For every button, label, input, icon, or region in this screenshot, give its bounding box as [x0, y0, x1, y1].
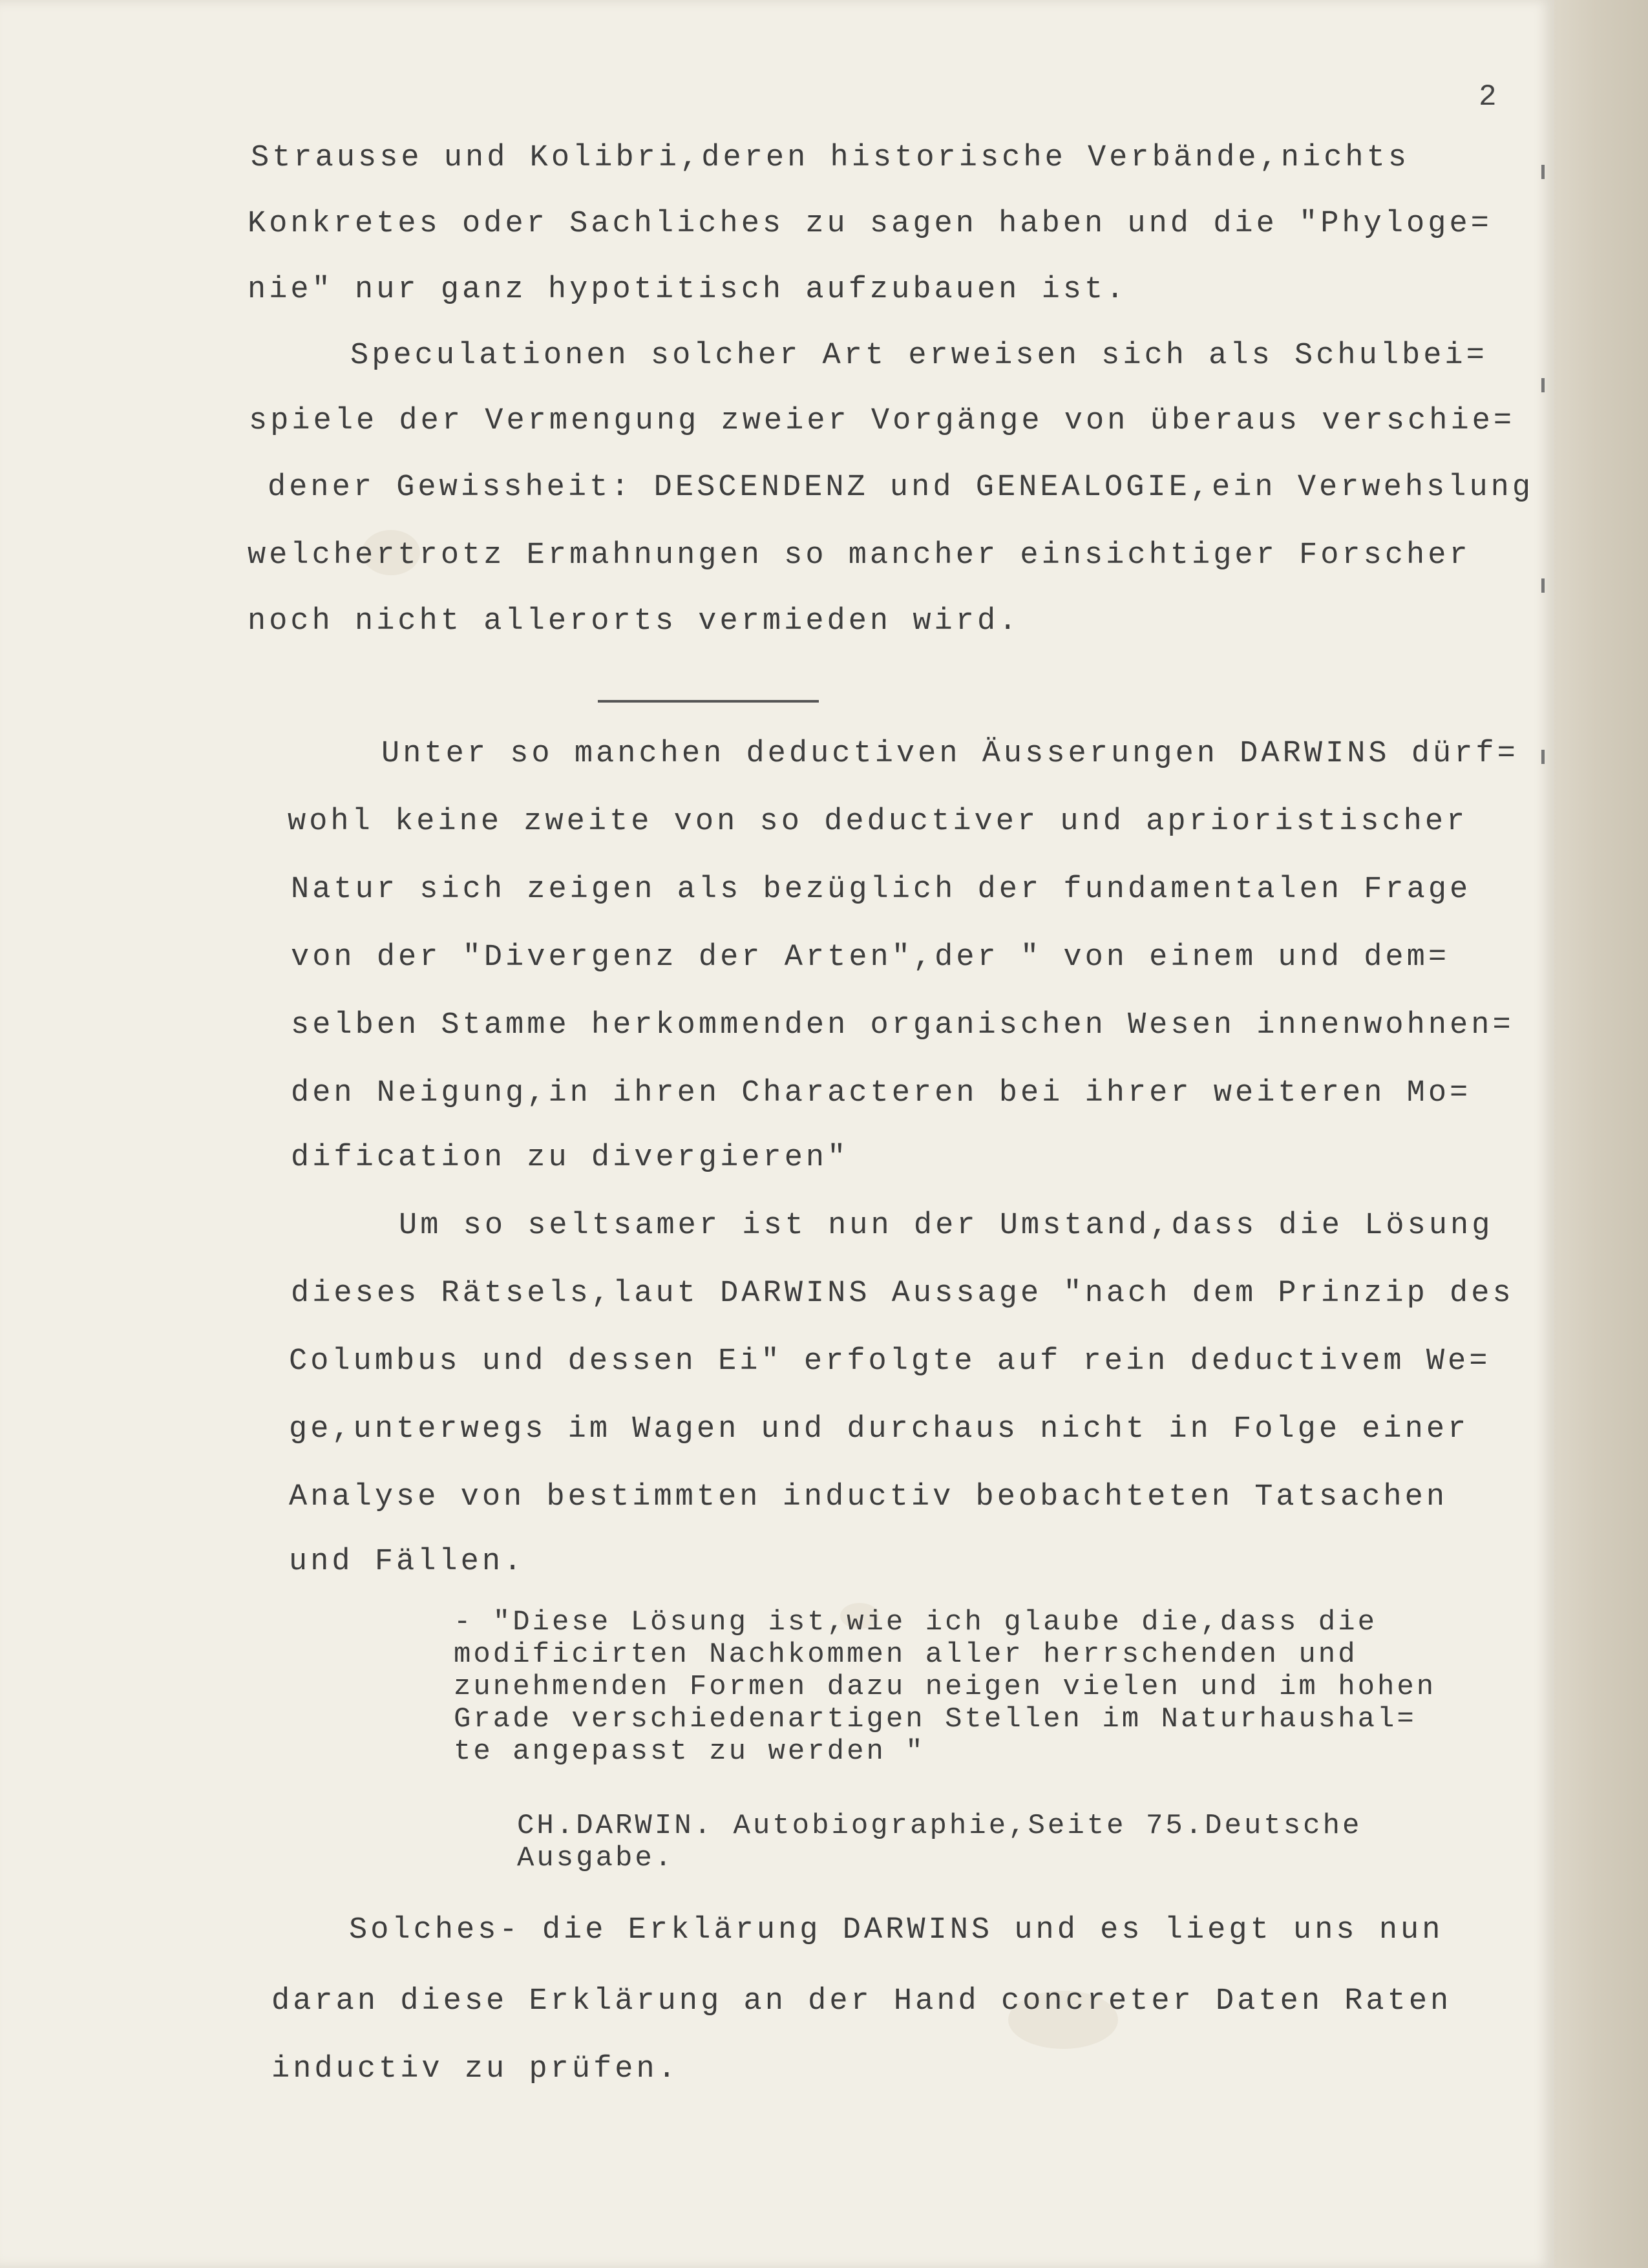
citation-line: Ausgabe. — [517, 1842, 675, 1874]
quote-line: - "Diese Lösung ist,wie ich glaube die,dass die — [454, 1606, 1378, 1638]
text-line: Strausse und Kolibri,deren historische Verbände,nichts — [251, 141, 1410, 175]
page-number: 2 — [1479, 80, 1497, 114]
text-line: spiele der Vermengung zweier Vorgänge von überaus verschie= — [249, 404, 1516, 438]
margin-mark — [1541, 750, 1545, 764]
margin-mark — [1541, 578, 1545, 593]
text-line: daran diese Erklärung an der Hand concreter Daten Raten — [271, 1984, 1452, 2019]
quote-line: Grade verschiedenartigen Stellen im Naturhaushal= — [454, 1703, 1417, 1735]
text-line: und Fällen. — [289, 1545, 525, 1579]
quote-line: modificirten Nachkommen aller herrschenden und — [454, 1638, 1358, 1671]
text-line: Natur sich zeigen als bezüglich der fundamentalen Frage — [291, 873, 1472, 907]
text-line: Columbus und dessen Ei" erfolgte auf rein deductivem We= — [289, 1344, 1491, 1379]
section-divider — [598, 700, 819, 703]
citation-line: CH.DARWIN. Autobiographie,Seite 75.Deutsche — [517, 1810, 1362, 1842]
text-line: dener Gewissheit: DESCENDENZ und GENEALOGIE,ein Verwehslung — [268, 471, 1534, 505]
text-line: den Neigung,in ihren Characteren bei ihrer weiteren Mo= — [291, 1076, 1472, 1110]
text-line: dification zu divergieren" — [291, 1141, 849, 1175]
text-line: inductiv zu prüfen. — [271, 2052, 679, 2086]
text-line: Speculationen solcher Art erweisen sich als Schulbei= — [350, 339, 1488, 373]
text-line: noch nicht allerorts vermieden wird. — [248, 604, 1020, 639]
margin-mark — [1541, 165, 1545, 179]
quote-line: zunehmenden Formen dazu neigen vielen und im hohen — [454, 1671, 1437, 1703]
text-line: selben Stamme herkommenden organischen Wesen innenwohnen= — [291, 1008, 1514, 1043]
margin-mark — [1541, 378, 1545, 392]
text-line: wohl keine zweite von so deductiver und aprioristischer — [288, 805, 1468, 839]
text-line: welchertrotz Ermahnungen so mancher einsichtiger Forscher — [248, 538, 1471, 573]
text-line: Solches- die Erklärung DARWINS und es liegt uns nun — [349, 1913, 1444, 1947]
quote-line: te angepasst zu werden " — [454, 1735, 925, 1768]
text-line: nie" nur ganz hypotitisch aufzubauen ist. — [248, 273, 1128, 307]
text-line: von der "Divergenz der Arten",der " von einem und dem= — [291, 940, 1450, 975]
text-line: Konkretes oder Sachliches zu sagen haben und die "Phyloge= — [248, 207, 1492, 241]
paper-edge — [1554, 0, 1648, 2268]
text-line: Unter so manchen deductiven Äusserungen DARWINS dürf= — [381, 737, 1519, 771]
text-line: ge,unterwegs im Wagen und durchaus nicht in Folge einer — [289, 1412, 1470, 1447]
text-line: Analyse von bestimmten inductiv beobachteten Tatsachen — [289, 1480, 1448, 1514]
text-line: dieses Rätsels,laut DARWINS Aussage "nach dem Prinzip des — [291, 1277, 1514, 1311]
text-line: Um so seltsamer ist nun der Umstand,dass die Lösung — [399, 1209, 1494, 1243]
